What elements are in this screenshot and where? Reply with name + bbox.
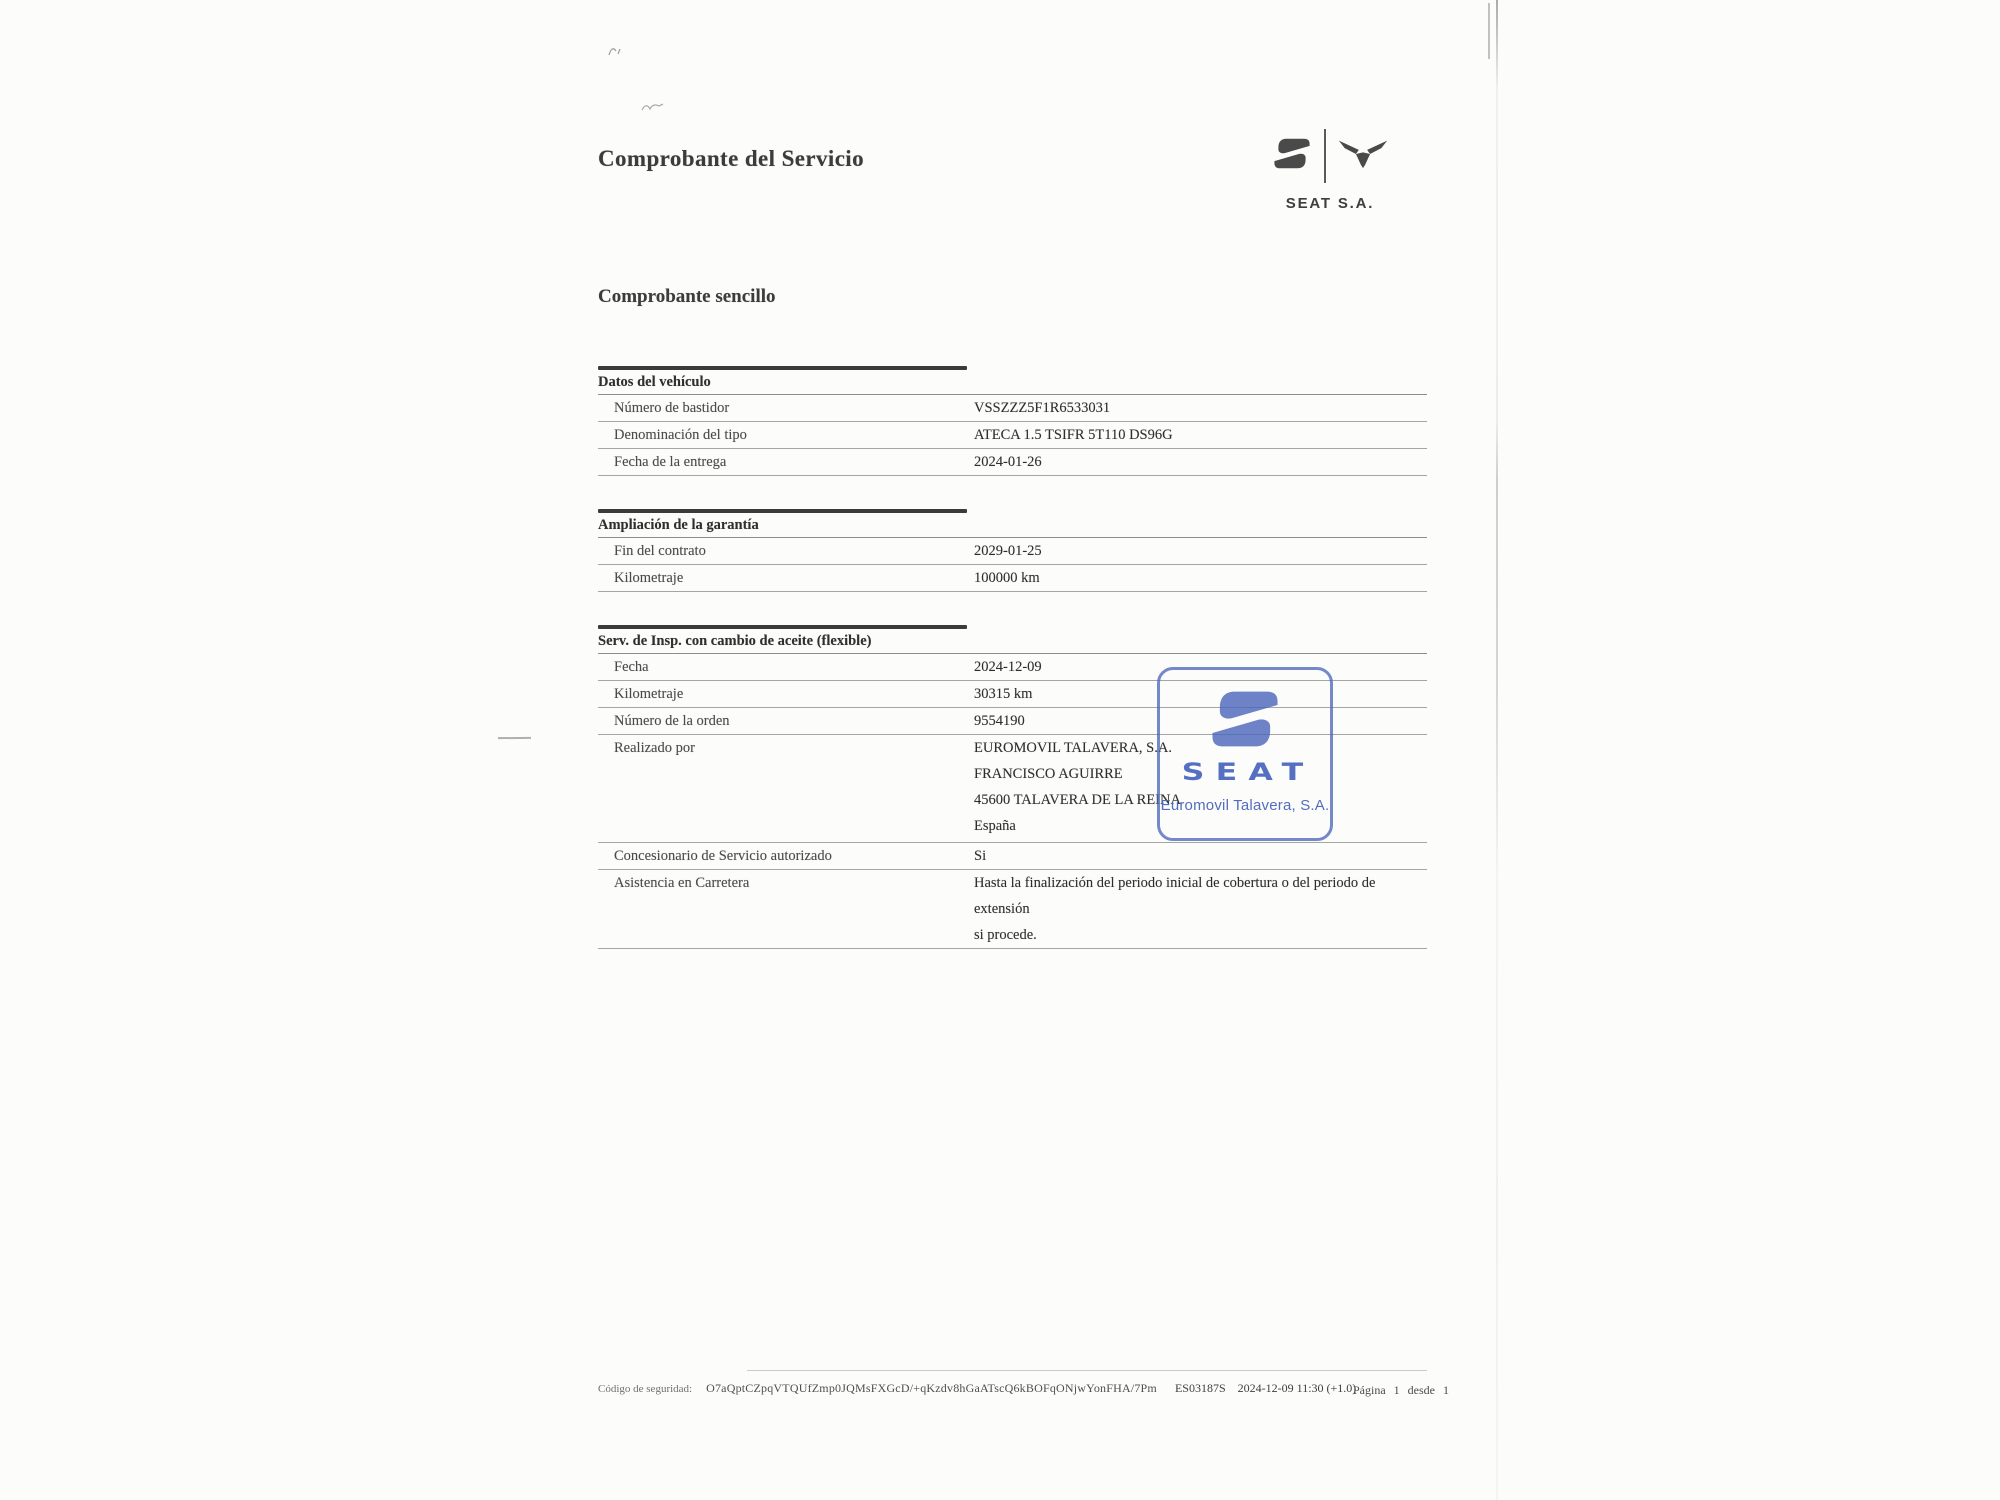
row-label: Realizado por — [614, 740, 695, 756]
page-number: Página 1 desde 1 — [1353, 1383, 1449, 1397]
value-line: si procede. — [974, 927, 1037, 943]
stamp-dealer-name: Euromovil Talavera, S.A. — [1160, 797, 1330, 814]
section-vehicle-data — [598, 366, 1427, 476]
row-value: 100000 km — [974, 570, 1040, 586]
row-label: Fecha de la entrega — [614, 454, 727, 470]
table-row — [598, 422, 1427, 449]
row-value: 2024-12-09 — [974, 659, 1042, 675]
footer-timestamp: 2024-12-09 11:30 (+1.0) — [1237, 1381, 1357, 1395]
scan-artifact-pen-mark — [640, 98, 666, 119]
table-row — [598, 449, 1427, 476]
doc-subtitle: Comprobante sencillo — [598, 286, 776, 307]
table-row — [598, 565, 1427, 592]
cupra-icon — [1338, 137, 1388, 176]
document-code: ES03187S — [1174, 1381, 1226, 1395]
dealer-stamp — [1157, 667, 1333, 841]
row-value: 9554190 — [974, 713, 1025, 729]
value-line: EUROMOVIL TALAVERA, S.A. — [974, 740, 1172, 756]
brand-name: SEAT S.A. — [1285, 195, 1375, 212]
value-line: FRANCISCO AGUIRRE — [974, 766, 1123, 782]
brand-block — [1255, 127, 1405, 212]
row-value: ATECA 1.5 TSIFR 5T110 DS96G — [974, 427, 1173, 443]
row-value: 30315 km — [974, 686, 1033, 702]
row-value: VSSZZZ5F1R6533031 — [974, 400, 1111, 416]
scan-artifact-dash — [498, 737, 531, 739]
row-label: Denominación del tipo — [614, 427, 747, 443]
footer-rule — [747, 1370, 1427, 1371]
table-row — [598, 395, 1427, 422]
row-label: Concesionario de Servicio autorizado — [614, 848, 832, 864]
section-heading: Serv. de Insp. con cambio de aceite (flexible) — [598, 629, 1427, 654]
page-title: Comprobante del Servicio — [598, 146, 864, 171]
row-label: Fecha — [614, 659, 649, 675]
security-code-value: O7aQptCZpqVTQUfZmp0JQMsFXGcD/+qKzdv8hGaATscQ6kBOFqONjwYonFHA/7Pm — [706, 1381, 1157, 1395]
security-code-label: Código de seguridad: — [598, 1383, 693, 1395]
row-label: Fin del contrato — [614, 543, 706, 559]
row-label: Número de bastidor — [614, 400, 730, 416]
row-value: 2029-01-25 — [974, 543, 1042, 559]
scan-artifact-vertical-line — [1496, 0, 1498, 1500]
footer-security — [598, 1381, 1356, 1396]
scan-artifact-vertical-line-top — [1488, 3, 1490, 59]
row-label: Asistencia en Carretera — [614, 875, 750, 891]
table-row — [598, 538, 1427, 565]
value-line: 45600 TALAVERA DE LA REINA — [974, 792, 1181, 808]
logo-divider — [1324, 129, 1327, 183]
row-value — [974, 870, 1427, 948]
row-label: Kilometraje — [614, 686, 684, 702]
section-heading: Ampliación de la garantía — [598, 513, 1427, 538]
stamp-wordmark: SEAT — [1181, 757, 1315, 787]
scan-artifact-pen-mark — [605, 42, 627, 65]
seat-s-icon — [1272, 135, 1312, 177]
row-value: Si — [974, 848, 987, 864]
row-value: 2024-01-26 — [974, 454, 1042, 470]
value-line: Hasta la finalización del periodo inicial de cobertura o del periodo de extensión — [974, 875, 1376, 917]
section-warranty-extension — [598, 509, 1427, 592]
value-line: España — [974, 818, 1016, 834]
brand-logos — [1255, 127, 1405, 185]
table-row-road-assistance — [598, 870, 1427, 949]
document-body — [598, 366, 1427, 949]
row-label: Número de la orden — [614, 713, 730, 729]
table-row — [598, 843, 1427, 870]
section-heading: Datos del vehículo — [598, 370, 1427, 395]
row-label: Kilometraje — [614, 570, 684, 586]
seat-s-stamp-icon — [1160, 685, 1330, 758]
